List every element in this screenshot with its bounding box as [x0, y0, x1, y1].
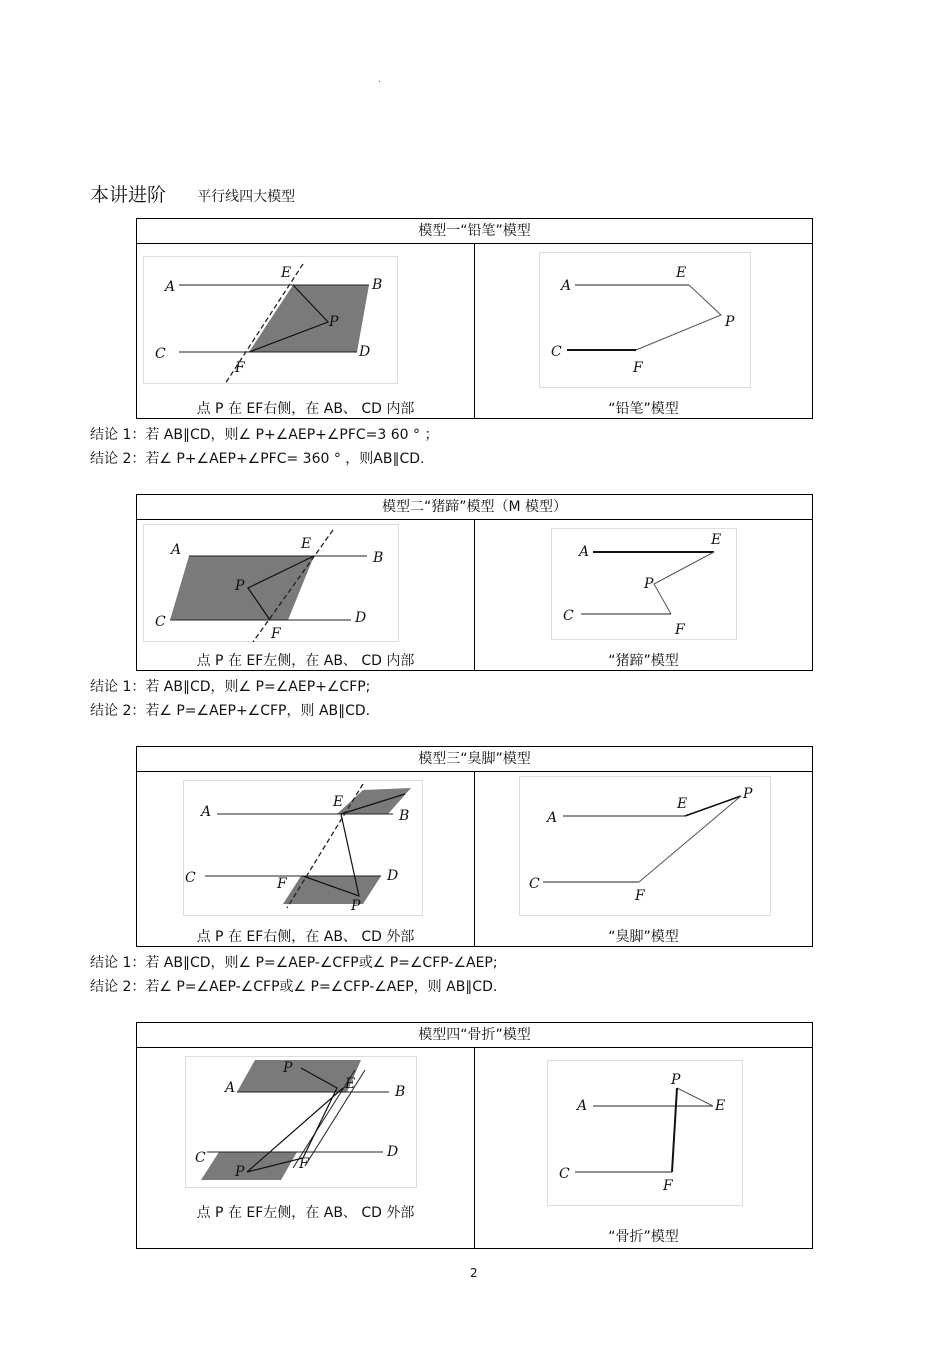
model-3-conclusion-2: 结论 2：若∠ P=∠AEP-∠CFP或∠ P=∠CFP-∠AEP，则 AB∥CD. — [90, 979, 498, 995]
label-b: B — [399, 808, 410, 824]
label-c: C — [551, 344, 562, 360]
label-c: C — [195, 1150, 206, 1166]
label-a: A — [561, 278, 572, 294]
model-4-table — [136, 1022, 813, 1249]
label-d: D — [387, 868, 399, 884]
model-3-table — [136, 746, 813, 947]
model-1-title: 模型一“铅笔”模型 — [137, 219, 812, 244]
label-c: C — [559, 1166, 570, 1182]
label-e: E — [281, 265, 292, 281]
model-3-left-caption: 点 P 在 EF右侧，在 AB、 CD 外部 — [196, 929, 415, 945]
label-c: C — [155, 614, 166, 630]
label-a: A — [171, 542, 182, 558]
label-c: C — [155, 346, 166, 362]
label-c: C — [185, 870, 196, 886]
model-2-right-cell — [475, 520, 812, 671]
model-1-left-caption: 点 P 在 EF右侧，在 AB、 CD 内部 — [196, 401, 415, 417]
model-4-right-caption: “骨折”模型 — [608, 1229, 679, 1245]
model-4-title: 模型四“骨折”模型 — [137, 1023, 812, 1048]
label-p-bottom: P — [235, 1164, 245, 1180]
label-p: P — [725, 314, 735, 330]
label-a: A — [577, 1098, 588, 1114]
label-b: B — [395, 1084, 406, 1100]
label-p-top: P — [283, 1060, 293, 1076]
label-d: D — [355, 610, 367, 626]
model-2-title: 模型二“猪蹄”模型（M 模型） — [137, 495, 812, 520]
model-2-right-caption: “猪蹄”模型 — [608, 653, 679, 669]
label-b: B — [373, 550, 384, 566]
header-dot: . — [378, 74, 382, 85]
label-d: D — [359, 344, 371, 360]
label-a: A — [225, 1080, 236, 1096]
label-c: C — [563, 608, 574, 624]
label-p: P — [671, 1072, 681, 1088]
label-c: C — [529, 876, 540, 892]
label-f: F — [271, 626, 281, 642]
section-title: 本讲进阶 — [90, 184, 167, 206]
label-f: F — [633, 360, 643, 376]
label-p: P — [644, 576, 654, 592]
label-a: A — [547, 810, 558, 826]
model-2-table — [136, 494, 813, 671]
label-f: F — [635, 888, 645, 904]
label-a: A — [165, 279, 176, 295]
label-e: E — [301, 536, 312, 552]
model-4-right-cell — [475, 1048, 812, 1249]
label-b: B — [372, 277, 383, 293]
model-3-title: 模型三“臭脚”模型 — [137, 747, 812, 772]
model-1-table — [136, 218, 813, 419]
label-a: A — [201, 804, 212, 820]
model-1-left-cell — [137, 244, 475, 419]
label-p: P — [351, 898, 361, 914]
label-e: E — [333, 794, 344, 810]
page-number: 2 — [470, 1266, 478, 1280]
model-4-left-cell — [137, 1048, 475, 1249]
model-4-right-figure — [547, 1060, 743, 1206]
section-subtitle: 平行线四大模型 — [197, 189, 296, 205]
model-1-right-cell — [475, 244, 812, 419]
label-f: F — [663, 1178, 673, 1194]
model-2-right-figure — [551, 528, 737, 640]
model-3-left-cell — [137, 772, 475, 947]
model-3-conclusion-1: 结论 1：若 AB∥CD，则∠ P=∠AEP-∠CFP或∠ P=∠CFP-∠AEP; — [90, 955, 498, 971]
model-1-right-figure — [539, 252, 751, 388]
label-f: F — [235, 360, 245, 376]
model-4-left-figure — [185, 1056, 417, 1188]
label-f: F — [675, 622, 685, 638]
label-e: E — [711, 532, 722, 548]
model-3-right-figure — [519, 776, 771, 916]
model-1-conclusion-2: 结论 2：若∠ P+∠AEP+∠PFC= 360 ° ，则AB∥CD. — [90, 451, 425, 467]
label-p: P — [235, 578, 245, 594]
model-2-left-figure — [143, 524, 399, 642]
model-2-conclusion-2: 结论 2：若∠ P=∠AEP+∠CFP，则 AB∥CD. — [90, 703, 371, 719]
label-e: E — [345, 1076, 356, 1092]
model-1-right-caption: “铅笔”模型 — [608, 401, 679, 417]
model-2-left-caption: 点 P 在 EF左侧，在 AB、 CD 内部 — [196, 653, 415, 669]
model-1-conclusion-1: 结论 1：若 AB∥CD，则∠ P+∠AEP+∠PFC=3 60 ° ； — [90, 427, 439, 443]
label-p: P — [329, 314, 339, 330]
label-d: D — [387, 1144, 399, 1160]
model-3-right-caption: “臭脚”模型 — [608, 929, 679, 945]
model-2-conclusion-1: 结论 1：若 AB∥CD，则∠ P=∠AEP+∠CFP; — [90, 679, 371, 695]
model-2-left-cell — [137, 520, 475, 671]
label-a: A — [579, 544, 590, 560]
label-p: P — [743, 786, 753, 802]
model-4-left-caption: 点 P 在 EF左侧，在 AB、 CD 外部 — [196, 1205, 415, 1221]
model-1-left-figure — [143, 256, 398, 384]
label-f: F — [299, 1156, 309, 1172]
label-e: E — [677, 796, 688, 812]
label-e: E — [676, 265, 687, 281]
model-3-right-cell — [475, 772, 812, 947]
label-e: E — [715, 1098, 726, 1114]
model-3-left-figure — [183, 780, 423, 916]
section-heading — [90, 180, 295, 207]
label-f: F — [277, 876, 287, 892]
